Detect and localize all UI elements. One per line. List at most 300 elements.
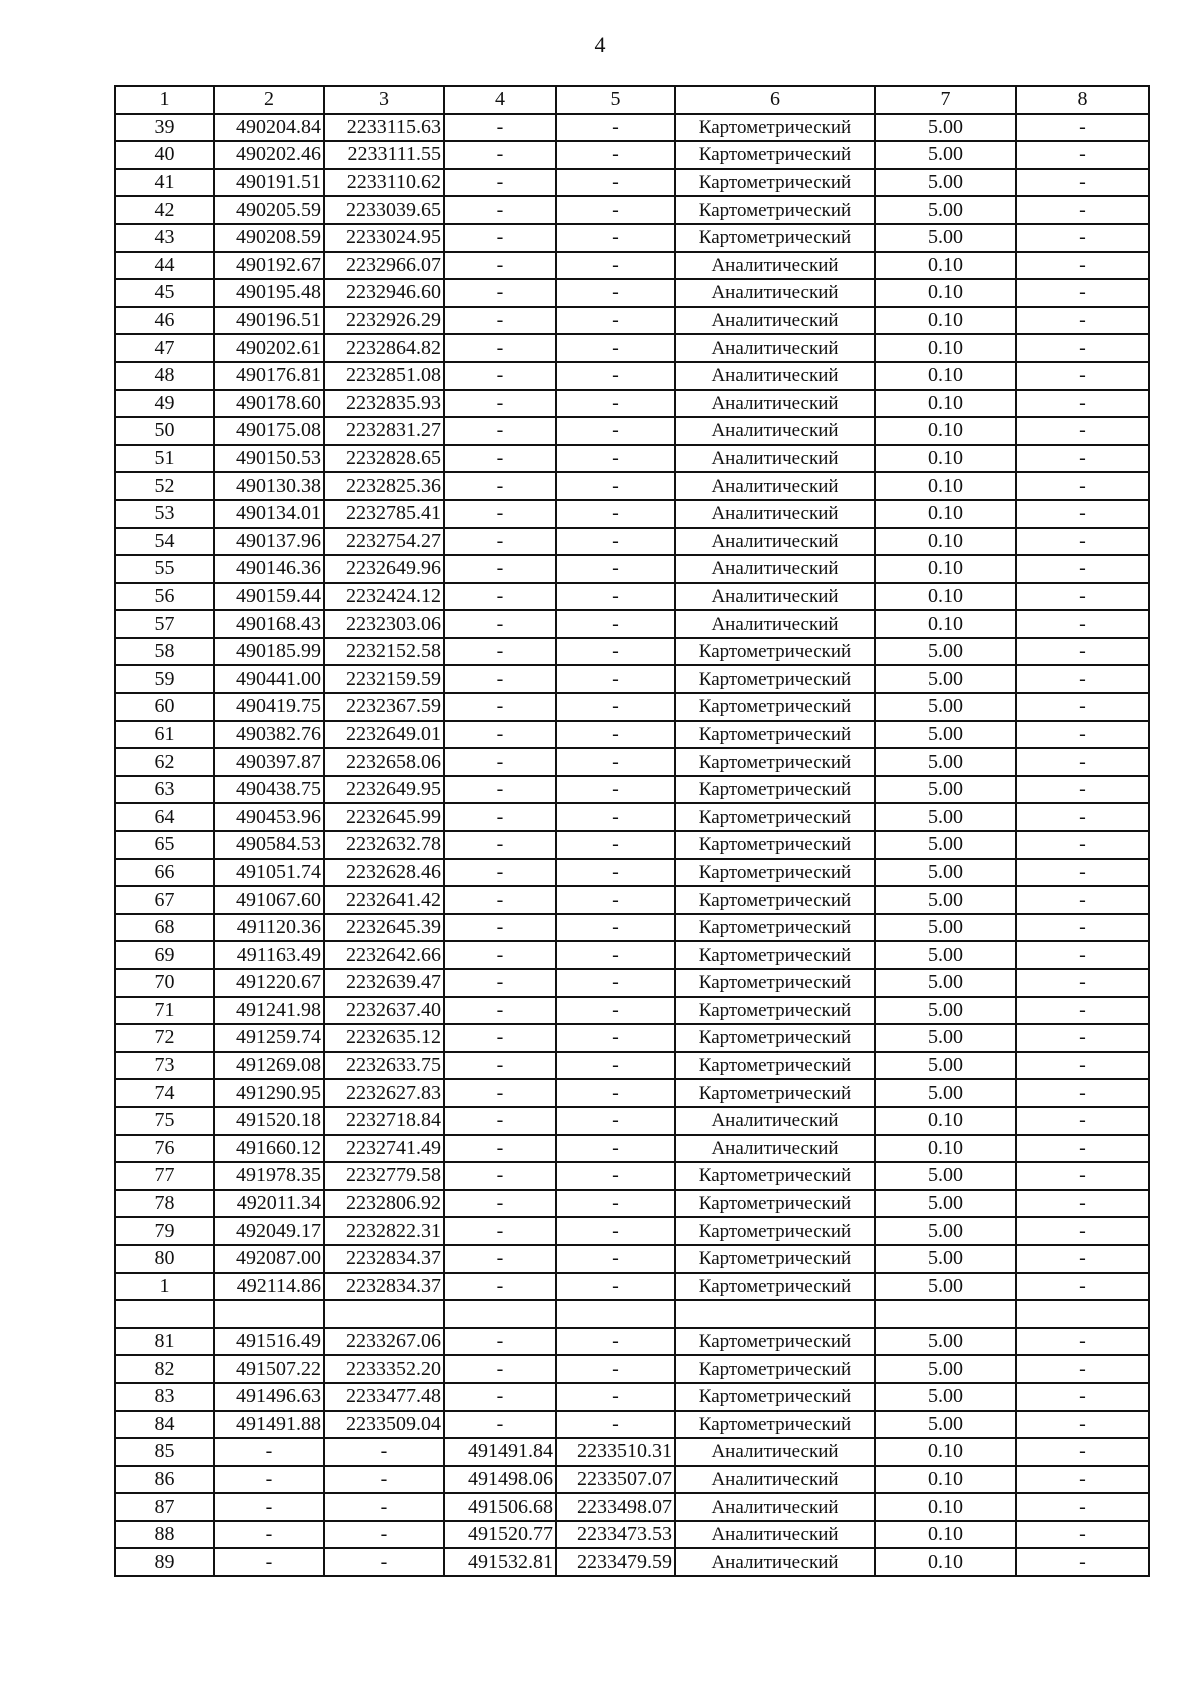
table-cell: - xyxy=(1016,1024,1149,1052)
table-cell: 490196.51 xyxy=(214,307,324,335)
table-cell: - xyxy=(1016,748,1149,776)
table-cell: Картометрический xyxy=(675,169,875,197)
table-cell: 52 xyxy=(115,472,214,500)
table-cell: - xyxy=(444,1411,556,1439)
table-cell: - xyxy=(444,1190,556,1218)
table-cell: - xyxy=(1016,1383,1149,1411)
table-cell: Картометрический xyxy=(675,638,875,666)
table-cell: - xyxy=(214,1493,324,1521)
table-row xyxy=(115,114,1149,142)
table-cell: - xyxy=(1016,941,1149,969)
table-cell: Аналитический xyxy=(675,307,875,335)
table-cell: - xyxy=(556,362,675,390)
table-cell: 5.00 xyxy=(875,1162,1016,1190)
table-cell: - xyxy=(1016,1328,1149,1356)
table-cell: 2232367.59 xyxy=(324,693,444,721)
table-row xyxy=(115,914,1149,942)
table-cell: - xyxy=(1016,1190,1149,1218)
table-cell: - xyxy=(444,252,556,280)
table-cell: - xyxy=(1016,1273,1149,1301)
table-cell: - xyxy=(1016,279,1149,307)
table-cell: 2232718.84 xyxy=(324,1107,444,1135)
table-cell: 5.00 xyxy=(875,803,1016,831)
table-cell: 89 xyxy=(115,1548,214,1576)
table-cell: 490202.46 xyxy=(214,141,324,169)
table-cell: - xyxy=(444,803,556,831)
table-cell: - xyxy=(556,693,675,721)
table-cell: - xyxy=(444,114,556,142)
table-row xyxy=(115,362,1149,390)
table-cell: 5.00 xyxy=(875,224,1016,252)
table-cell xyxy=(675,1300,875,1328)
table-cell: - xyxy=(1016,1162,1149,1190)
table-cell xyxy=(214,1300,324,1328)
table-cell: 0.10 xyxy=(875,1438,1016,1466)
table-cell: Картометрический xyxy=(675,1245,875,1273)
table-row xyxy=(115,1521,1149,1549)
table-cell: - xyxy=(214,1521,324,1549)
table-cell: 491516.49 xyxy=(214,1328,324,1356)
table-cell: - xyxy=(556,914,675,942)
table-cell: 490168.43 xyxy=(214,610,324,638)
table-cell: - xyxy=(1016,1548,1149,1576)
table-cell: 490195.48 xyxy=(214,279,324,307)
table-cell: 490453.96 xyxy=(214,803,324,831)
table-cell: - xyxy=(556,831,675,859)
table-cell: Картометрический xyxy=(675,1162,875,1190)
table-body xyxy=(115,114,1149,1576)
table-cell: 48 xyxy=(115,362,214,390)
table-cell: 59 xyxy=(115,665,214,693)
table-cell: 46 xyxy=(115,307,214,335)
table-cell: 2232649.95 xyxy=(324,776,444,804)
table-cell: 2232645.39 xyxy=(324,914,444,942)
table-cell: - xyxy=(444,307,556,335)
table-cell: - xyxy=(444,1383,556,1411)
table-cell xyxy=(1016,1300,1149,1328)
table-cell: - xyxy=(444,279,556,307)
table-cell: 490191.51 xyxy=(214,169,324,197)
table-cell: - xyxy=(556,886,675,914)
table-cell: - xyxy=(556,721,675,749)
table-cell: - xyxy=(1016,803,1149,831)
table-cell: 58 xyxy=(115,638,214,666)
table-cell: 2232639.47 xyxy=(324,969,444,997)
table-cell: - xyxy=(556,665,675,693)
table-cell: - xyxy=(556,334,675,362)
table-cell xyxy=(556,1300,675,1328)
table-cell: - xyxy=(1016,886,1149,914)
table-cell: Картометрический xyxy=(675,141,875,169)
table-cell: 490176.81 xyxy=(214,362,324,390)
table-cell: 65 xyxy=(115,831,214,859)
table-cell: Картометрический xyxy=(675,721,875,749)
table-cell: Картометрический xyxy=(675,1052,875,1080)
table-cell: - xyxy=(556,224,675,252)
table-cell: 60 xyxy=(115,693,214,721)
table-cell: 2232825.36 xyxy=(324,472,444,500)
table-row xyxy=(115,583,1149,611)
table-cell: 85 xyxy=(115,1438,214,1466)
table-cell: - xyxy=(1016,1217,1149,1245)
table-cell: Аналитический xyxy=(675,472,875,500)
table-cell: - xyxy=(1016,665,1149,693)
table-cell: - xyxy=(556,141,675,169)
table-row xyxy=(115,1217,1149,1245)
table-cell: 490175.08 xyxy=(214,417,324,445)
table-cell: - xyxy=(444,941,556,969)
table-cell: 2232754.27 xyxy=(324,528,444,556)
table-cell: 5.00 xyxy=(875,1024,1016,1052)
table-cell: - xyxy=(556,472,675,500)
table-cell: - xyxy=(444,914,556,942)
table-cell: - xyxy=(1016,224,1149,252)
table-cell: - xyxy=(556,1135,675,1163)
table-cell: 56 xyxy=(115,583,214,611)
table-cell: - xyxy=(556,279,675,307)
table-cell: 49 xyxy=(115,390,214,418)
table-cell: 0.10 xyxy=(875,252,1016,280)
table-cell: - xyxy=(556,610,675,638)
table-cell: - xyxy=(1016,1355,1149,1383)
table-cell: - xyxy=(1016,169,1149,197)
table-cell: 490202.61 xyxy=(214,334,324,362)
column-header: 8 xyxy=(1016,86,1149,114)
table-cell: 491491.88 xyxy=(214,1411,324,1439)
table-cell: Аналитический xyxy=(675,1466,875,1494)
table-cell: - xyxy=(444,1328,556,1356)
table-cell: 0.10 xyxy=(875,390,1016,418)
table-cell: 5.00 xyxy=(875,859,1016,887)
table-cell: Аналитический xyxy=(675,610,875,638)
table-row xyxy=(115,252,1149,280)
table-cell: 2233115.63 xyxy=(324,114,444,142)
table-row xyxy=(115,1438,1149,1466)
table-cell: - xyxy=(556,1079,675,1107)
table-cell: 76 xyxy=(115,1135,214,1163)
table-cell: - xyxy=(444,224,556,252)
table-cell: - xyxy=(214,1548,324,1576)
table-cell: Аналитический xyxy=(675,252,875,280)
column-header: 4 xyxy=(444,86,556,114)
table-cell: 57 xyxy=(115,610,214,638)
table-cell: 55 xyxy=(115,555,214,583)
table-cell: 2233110.62 xyxy=(324,169,444,197)
table-row xyxy=(115,1162,1149,1190)
table-cell: - xyxy=(556,1245,675,1273)
table-cell: 5.00 xyxy=(875,748,1016,776)
table-cell: 0.10 xyxy=(875,362,1016,390)
table-cell: Картометрический xyxy=(675,803,875,831)
table-cell: 2232632.78 xyxy=(324,831,444,859)
table-cell: - xyxy=(1016,914,1149,942)
table-cell: 41 xyxy=(115,169,214,197)
table-cell: 2232424.12 xyxy=(324,583,444,611)
table-cell: - xyxy=(1016,997,1149,1025)
column-header: 3 xyxy=(324,86,444,114)
table-cell: Аналитический xyxy=(675,390,875,418)
table-cell: Аналитический xyxy=(675,1493,875,1521)
table-cell: 2232831.27 xyxy=(324,417,444,445)
table-cell: - xyxy=(556,997,675,1025)
table-row xyxy=(115,997,1149,1025)
table-cell: 54 xyxy=(115,528,214,556)
table-cell: - xyxy=(1016,1245,1149,1273)
table-cell: - xyxy=(556,1383,675,1411)
table-cell: 47 xyxy=(115,334,214,362)
table-row xyxy=(115,445,1149,473)
table-cell: 491491.84 xyxy=(444,1438,556,1466)
table-cell: 2232966.07 xyxy=(324,252,444,280)
table-cell: 5.00 xyxy=(875,1411,1016,1439)
table-cell: 2232633.75 xyxy=(324,1052,444,1080)
table-cell: 490382.76 xyxy=(214,721,324,749)
table-cell: - xyxy=(1016,390,1149,418)
table-cell: Картометрический xyxy=(675,859,875,887)
table-cell: - xyxy=(1016,114,1149,142)
table-cell: Аналитический xyxy=(675,362,875,390)
table-cell: 0.10 xyxy=(875,417,1016,445)
table-cell: Аналитический xyxy=(675,417,875,445)
table-cell: 490438.75 xyxy=(214,776,324,804)
table-cell: - xyxy=(1016,1411,1149,1439)
table-cell: 0.10 xyxy=(875,1493,1016,1521)
table-cell: - xyxy=(556,583,675,611)
table-cell: Картометрический xyxy=(675,1024,875,1052)
table-cell: 5.00 xyxy=(875,914,1016,942)
table-row xyxy=(115,1245,1149,1273)
table-cell: - xyxy=(444,390,556,418)
table-cell: 51 xyxy=(115,445,214,473)
table-row xyxy=(115,1273,1149,1301)
table-row xyxy=(115,941,1149,969)
table-cell: Картометрический xyxy=(675,1273,875,1301)
table-cell: 490204.84 xyxy=(214,114,324,142)
table-row xyxy=(115,638,1149,666)
table-cell: 0.10 xyxy=(875,1521,1016,1549)
table-cell: Картометрический xyxy=(675,1190,875,1218)
table-cell: - xyxy=(444,1079,556,1107)
table-cell: 61 xyxy=(115,721,214,749)
table-cell: 5.00 xyxy=(875,886,1016,914)
table-cell: - xyxy=(1016,1052,1149,1080)
table-cell: 2232637.40 xyxy=(324,997,444,1025)
table-row xyxy=(115,1135,1149,1163)
table-cell: 0.10 xyxy=(875,500,1016,528)
table-cell: Аналитический xyxy=(675,500,875,528)
table-cell: - xyxy=(556,1411,675,1439)
table-cell: 2233352.20 xyxy=(324,1355,444,1383)
table-cell: 5.00 xyxy=(875,776,1016,804)
table-row xyxy=(115,1466,1149,1494)
table-cell: - xyxy=(556,1190,675,1218)
table-cell: 75 xyxy=(115,1107,214,1135)
table-cell: - xyxy=(324,1521,444,1549)
table-cell: 0.10 xyxy=(875,445,1016,473)
table-cell: - xyxy=(1016,969,1149,997)
table-cell: 5.00 xyxy=(875,1273,1016,1301)
table-cell: - xyxy=(556,500,675,528)
table-cell: 86 xyxy=(115,1466,214,1494)
table-cell: 2232635.12 xyxy=(324,1024,444,1052)
table-row xyxy=(115,1548,1149,1576)
table-cell: - xyxy=(556,748,675,776)
table-cell: 43 xyxy=(115,224,214,252)
table-cell: - xyxy=(556,969,675,997)
table-cell: Картометрический xyxy=(675,776,875,804)
table-cell: - xyxy=(444,693,556,721)
column-header: 5 xyxy=(556,86,675,114)
table-cell: 2232822.31 xyxy=(324,1217,444,1245)
table-cell: - xyxy=(214,1466,324,1494)
table-cell: - xyxy=(324,1438,444,1466)
table-cell: Картометрический xyxy=(675,914,875,942)
table-cell: 0.10 xyxy=(875,555,1016,583)
table-cell: 5.00 xyxy=(875,693,1016,721)
table-cell: - xyxy=(556,1355,675,1383)
table-cell: 62 xyxy=(115,748,214,776)
table-cell: - xyxy=(1016,307,1149,335)
table-cell: 0.10 xyxy=(875,279,1016,307)
table-cell: - xyxy=(444,362,556,390)
table-cell: 64 xyxy=(115,803,214,831)
table-cell: Аналитический xyxy=(675,583,875,611)
table-cell: 2232303.06 xyxy=(324,610,444,638)
table-cell: 5.00 xyxy=(875,941,1016,969)
table-cell: 88 xyxy=(115,1521,214,1549)
table-cell: 491498.06 xyxy=(444,1466,556,1494)
table-cell: - xyxy=(444,776,556,804)
table-cell: - xyxy=(444,969,556,997)
table-cell: 0.10 xyxy=(875,472,1016,500)
table-cell: 71 xyxy=(115,997,214,1025)
table-cell: 5.00 xyxy=(875,196,1016,224)
table-row xyxy=(115,279,1149,307)
table-cell: - xyxy=(1016,334,1149,362)
table-row xyxy=(115,1411,1149,1439)
table-cell: 5.00 xyxy=(875,169,1016,197)
table-cell: - xyxy=(1016,141,1149,169)
table-cell: - xyxy=(1016,500,1149,528)
table-cell: - xyxy=(1016,1438,1149,1466)
table-cell: - xyxy=(556,445,675,473)
table-cell: - xyxy=(444,886,556,914)
table-cell: 2232834.37 xyxy=(324,1245,444,1273)
table-row xyxy=(115,472,1149,500)
table-cell: 491978.35 xyxy=(214,1162,324,1190)
table-cell: - xyxy=(556,1328,675,1356)
table-cell: Картометрический xyxy=(675,665,875,693)
table-cell: - xyxy=(444,472,556,500)
table-cell: Аналитический xyxy=(675,279,875,307)
table-cell: 5.00 xyxy=(875,1245,1016,1273)
table-cell: - xyxy=(1016,776,1149,804)
table-cell: - xyxy=(556,555,675,583)
table-cell: - xyxy=(556,114,675,142)
table-cell: 490146.36 xyxy=(214,555,324,583)
table-cell: Аналитический xyxy=(675,528,875,556)
table-cell: 2232641.42 xyxy=(324,886,444,914)
table-cell: 490185.99 xyxy=(214,638,324,666)
table-cell: 82 xyxy=(115,1355,214,1383)
table-row xyxy=(115,721,1149,749)
table-row xyxy=(115,1190,1149,1218)
table-cell: 63 xyxy=(115,776,214,804)
table-cell: 84 xyxy=(115,1411,214,1439)
table-cell: - xyxy=(444,1052,556,1080)
table-cell: 2232926.29 xyxy=(324,307,444,335)
table-cell: 70 xyxy=(115,969,214,997)
table-cell: Картометрический xyxy=(675,224,875,252)
table-row xyxy=(115,1355,1149,1383)
table-cell: 0.10 xyxy=(875,1548,1016,1576)
header-row xyxy=(115,86,1149,114)
table-cell: - xyxy=(556,252,675,280)
table-cell: - xyxy=(556,859,675,887)
table-cell: 39 xyxy=(115,114,214,142)
table-cell: Картометрический xyxy=(675,1079,875,1107)
table-cell: - xyxy=(444,528,556,556)
table-cell: 491532.81 xyxy=(444,1548,556,1576)
page-number: 4 xyxy=(594,32,606,57)
table-cell: Картометрический xyxy=(675,941,875,969)
table-cell: - xyxy=(1016,610,1149,638)
table-row xyxy=(115,776,1149,804)
table-cell: 490208.59 xyxy=(214,224,324,252)
table-cell: 491067.60 xyxy=(214,886,324,914)
table-cell: - xyxy=(444,1217,556,1245)
table-cell: 40 xyxy=(115,141,214,169)
table-cell: 490584.53 xyxy=(214,831,324,859)
table-cell: - xyxy=(556,417,675,445)
table-cell: 490178.60 xyxy=(214,390,324,418)
table-cell: 0.10 xyxy=(875,583,1016,611)
table-cell: 2232851.08 xyxy=(324,362,444,390)
table-cell: 5.00 xyxy=(875,1383,1016,1411)
table-cell: - xyxy=(1016,528,1149,556)
table-cell: 0.10 xyxy=(875,307,1016,335)
table-cell: - xyxy=(556,803,675,831)
table-cell: - xyxy=(1016,472,1149,500)
table-cell: 77 xyxy=(115,1162,214,1190)
table-cell: 5.00 xyxy=(875,665,1016,693)
table-cell: 5.00 xyxy=(875,638,1016,666)
table-cell: Картометрический xyxy=(675,748,875,776)
table-cell: - xyxy=(556,528,675,556)
table-cell: - xyxy=(444,610,556,638)
table-cell: - xyxy=(444,334,556,362)
table-cell: Картометрический xyxy=(675,1217,875,1245)
table-cell: 491660.12 xyxy=(214,1135,324,1163)
table-cell: 83 xyxy=(115,1383,214,1411)
table-cell: 67 xyxy=(115,886,214,914)
table-cell: - xyxy=(556,1024,675,1052)
table-cell: 491507.22 xyxy=(214,1355,324,1383)
table-cell: 2233039.65 xyxy=(324,196,444,224)
table-cell: 491290.95 xyxy=(214,1079,324,1107)
table-cell: Аналитический xyxy=(675,1521,875,1549)
table-cell: 492049.17 xyxy=(214,1217,324,1245)
table-cell: 2232645.99 xyxy=(324,803,444,831)
table-header xyxy=(115,86,1149,114)
table-cell: - xyxy=(444,583,556,611)
table-cell: - xyxy=(444,196,556,224)
table-cell: - xyxy=(444,665,556,693)
table-cell: - xyxy=(444,555,556,583)
table-row xyxy=(115,665,1149,693)
table-cell: - xyxy=(1016,1521,1149,1549)
table-cell: 2232152.58 xyxy=(324,638,444,666)
